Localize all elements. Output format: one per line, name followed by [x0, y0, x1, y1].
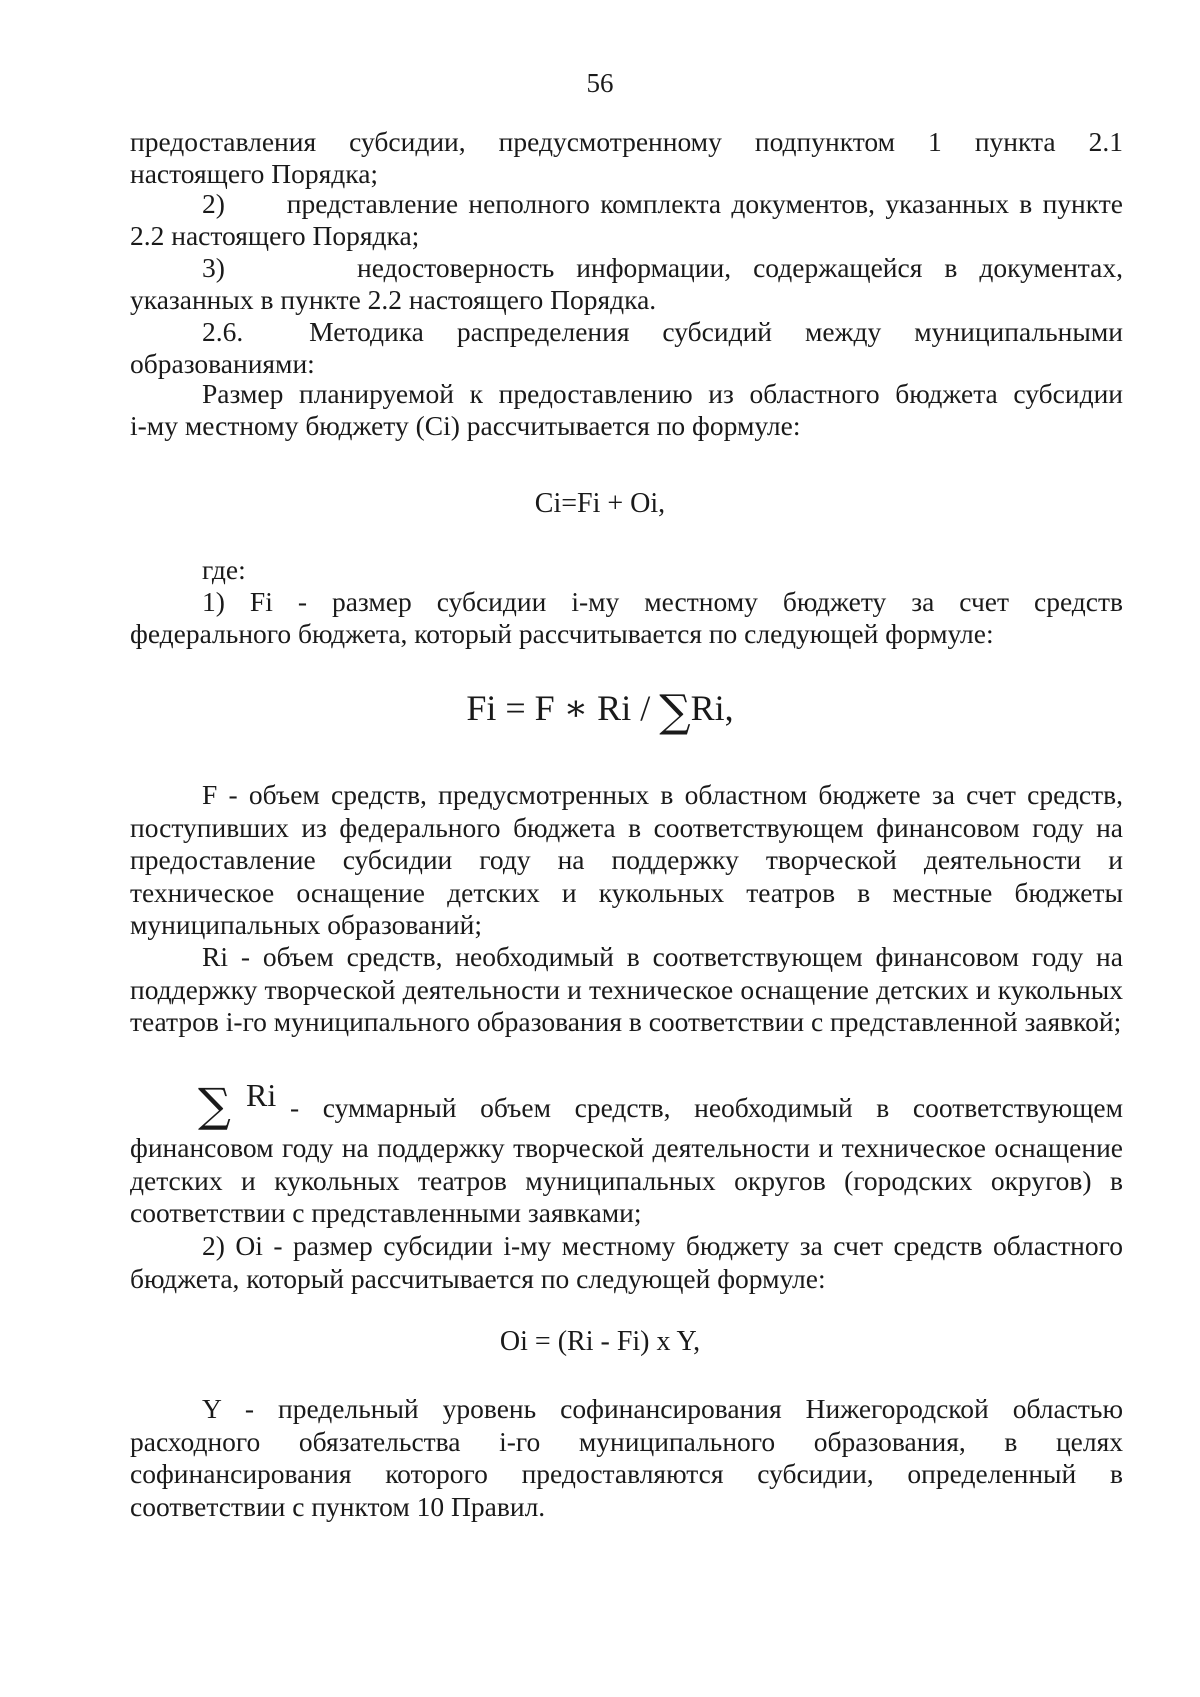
section-heading-line: 2.6. Методика распределения субсидий между муниципальными: [202, 316, 1123, 347]
sum-symbol-icon: ∑: [659, 686, 691, 737]
where-label: где:: [202, 554, 246, 585]
paragraph-line: предоставления субсидии, предусмотренному подпунктом 1 пункта 2.1: [130, 126, 1123, 157]
sum-definition-line: - суммарный объем средств, необходимый в соответствующем: [290, 1092, 1123, 1123]
paragraph-line: Размер планируемой к предоставлению из областного бюджета субсидии: [202, 378, 1123, 409]
paragraph-f-definition: F - объем средств, предусмотренных в областном бюджете за счет средств, поступивших из федерального бюджета в соответствующем финансовом году на предоставление субсидии году на поддержку творческой деятельности и техническое оснащение детских и кукольных театров в местные бюджеты муниципальных образований;: [130, 779, 1123, 940]
sum-ri-label: Ri: [246, 1077, 277, 1113]
formula-ci: Ci=Fi + Oi,: [534, 488, 666, 519]
paragraph-line: 2) представление неполного комплекта документов, указанных в пункте: [202, 188, 1123, 219]
paragraph-oi-definition: 2) Oi - размер субсидии i-му местному бюджету за счет средств областного бюджета, который рассчитывается по следующей формуле:: [130, 1230, 1123, 1294]
paragraph-line: i-му местному бюджету (Ci) рассчитывается по формуле:: [130, 410, 801, 441]
paragraph-ri-definition: Ri - объем средств, необходимый в соответствующем финансовом году на поддержку творческой деятельности и техническое оснащение детских и кукольных театров i-го муниципального образования в соответствии с представленной заявкой;: [130, 941, 1123, 1037]
sum-definition-rest: финансовом году на поддержку творческой деятельности и техническое оснащение детских и кукольных театров муниципальных округов (городских округов) в соответствии с представленными заявками;: [130, 1132, 1123, 1228]
formula-oi: Oi = (Ri - Fi) x Y,: [499, 1326, 701, 1357]
sum-symbol-icon: ∑: [198, 1078, 231, 1132]
paragraph-line: настоящего Порядка;: [130, 158, 379, 189]
paragraph-line: 3) недостоверность информации, содержащейся в документах,: [202, 252, 1123, 283]
formula-fi-left: Fi = F ∗ Ri /: [466, 688, 660, 728]
section-heading-line: образованиями:: [130, 348, 315, 379]
formula-fi: [0, 686, 1200, 737]
paragraph-line: 2.2 настоящего Порядка;: [130, 220, 420, 251]
paragraph-line: 1) Fi - размер субсидии i-му местному бюджету за счет средств: [202, 586, 1123, 617]
paragraph-y-definition: Y - предельный уровень софинансирования Нижегородской областью расходного обязательства i-го муниципального образования, в целях софинансирования которого предоставляются субсидии, определенный в соответствии с пунктом 10 Правил.: [130, 1393, 1123, 1522]
paragraph-line: федерального бюджета, который рассчитывается по следующей формуле:: [130, 618, 994, 649]
paragraph-line: указанных в пункте 2.2 настоящего Порядка.: [130, 284, 657, 315]
formula-fi-right: Ri,: [690, 688, 734, 728]
page-number: 56: [586, 68, 614, 98]
